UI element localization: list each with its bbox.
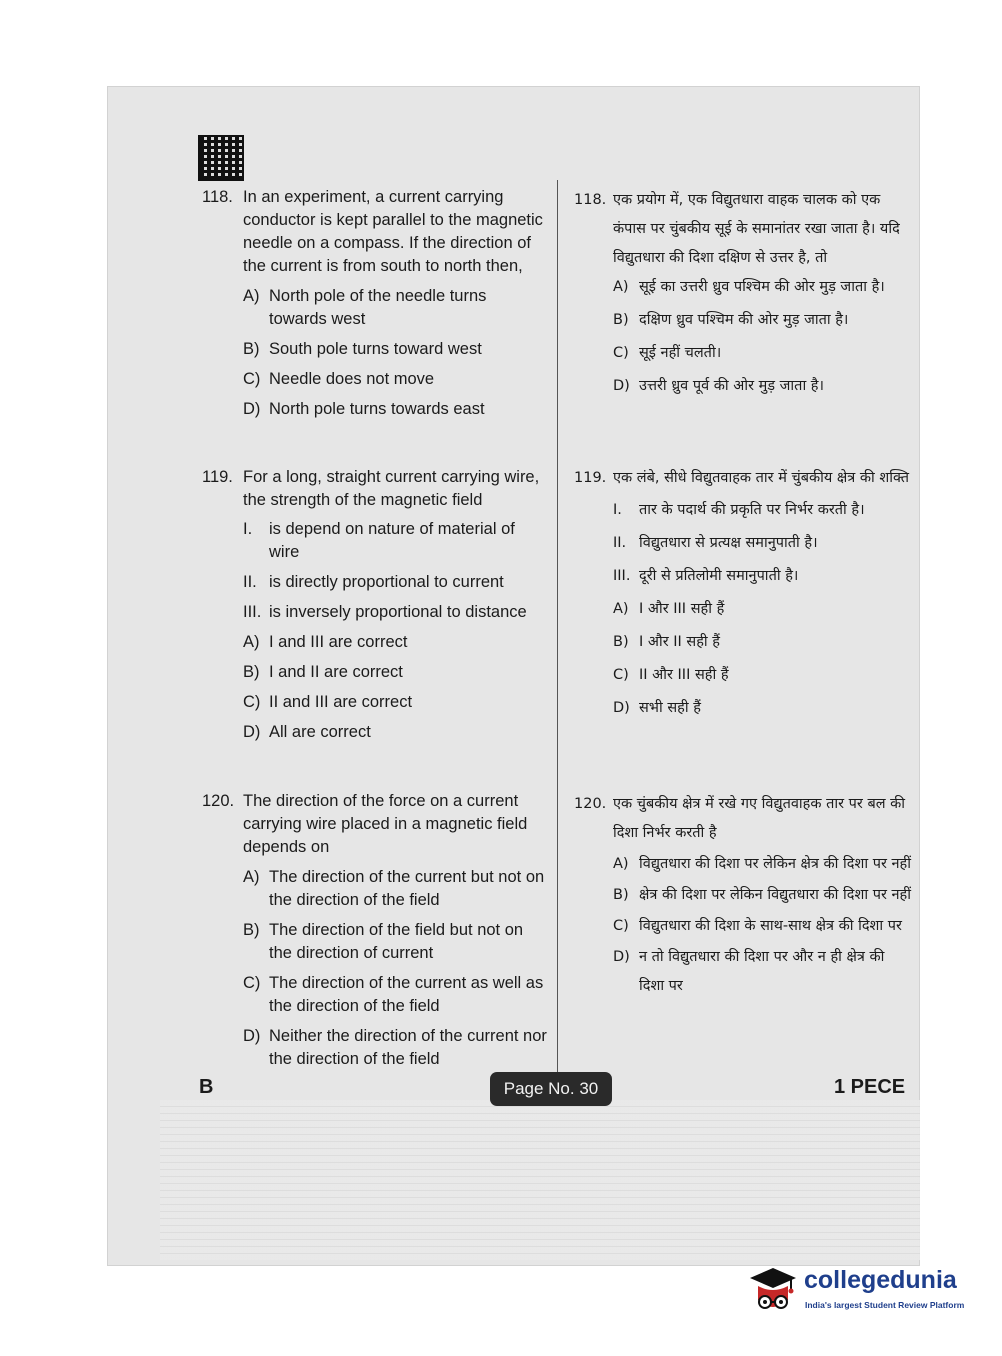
option-b: B) South pole turns toward west <box>243 340 482 358</box>
qr-code-icon <box>200 137 242 179</box>
statement-iii: III. दूरी से प्रतिलोमी समानुपाती है। <box>613 568 799 584</box>
question-text: In an experiment, a current carrying conductor is kept parallel to the magnetic needle on a compass. If the direction of the current is from south to north then, <box>243 188 543 275</box>
question-text: The direction of the force on a current carrying wire placed in a magnetic field depends on <box>243 792 528 856</box>
option-d: D) सभी सही हैं <box>613 700 701 716</box>
option-d: D) North pole turns towards east <box>243 400 485 418</box>
option-c: C) II और III सही हैं <box>613 667 729 683</box>
question-118-en <box>202 186 547 421</box>
option-a: A) North pole of the needle turns towards west <box>243 287 487 328</box>
option-a: A) I and III are correct <box>243 633 408 651</box>
question-text: For a long, straight current carrying wire, the strength of the magnetic field <box>243 468 540 509</box>
option-a: A) The direction of the current but not on the direction of the field <box>243 868 545 909</box>
option-b: B) क्षेत्र की दिशा पर लेकिन विद्युतधारा की दिशा पर नहीं <box>613 887 911 903</box>
question-number: 119. <box>574 470 607 486</box>
question-119-en <box>202 466 547 744</box>
option-d: D) उत्तरी ध्रुव पूर्व की ओर मुड़ जाता है। <box>613 378 825 394</box>
question-text: एक लंबे, सीधे विद्युतवाहक तार में चुंबकीय क्षेत्र की शक्ति <box>613 470 910 486</box>
option-c: C) विद्युतधारा की दिशा के साथ-साथ क्षेत्र की दिशा पर <box>613 918 902 934</box>
statement-iii: III. is inversely proportional to distance <box>243 603 527 621</box>
option-d: D) All are correct <box>243 723 371 741</box>
question-number: 120. <box>574 796 607 812</box>
option-b: B) I and II are correct <box>243 663 403 681</box>
logo-tagline: India's largest Student Review Platform <box>805 1300 965 1310</box>
statement-i: I. तार के पदार्थ की प्रकृति पर निर्भर करती है। <box>613 502 865 518</box>
option-a: A) विद्युतधारा की दिशा पर लेकिन क्षेत्र की दिशा पर नहीं <box>613 856 911 872</box>
question-120-hi <box>574 790 914 1001</box>
option-c: C) The direction of the current as well as the direction of the field <box>243 974 544 1015</box>
statement-i: I. is depend on nature of material of wire <box>243 520 515 561</box>
question-120-en <box>202 790 547 1071</box>
collegedunia-logo <box>744 1262 984 1324</box>
page-edges <box>160 1100 920 1260</box>
logo-name: collegedunia <box>804 1266 957 1294</box>
column-divider <box>557 180 558 1080</box>
option-d: D) Neither the direction of the current nor the direction of the field <box>243 1027 547 1068</box>
page-number-badge: Page No. 30 <box>490 1072 612 1106</box>
question-119-hi <box>574 464 914 723</box>
option-b: B) The direction of the field but not on the direction of current <box>243 921 524 962</box>
statement-ii: II. विद्युतधारा से प्रत्यक्ष समानुपाती है। <box>613 535 818 551</box>
exam-code: 1 PECE <box>834 1076 906 1098</box>
question-number: 120. <box>202 792 235 810</box>
statement-ii: II. is directly proportional to current <box>243 573 504 591</box>
option-c: C) सूई नहीं चलती। <box>613 345 722 361</box>
question-118-hi <box>574 186 914 401</box>
question-number: 118. <box>202 188 233 206</box>
question-text: एक प्रयोग में, एक विद्युतधारा वाहक चालक को एक कंपास पर चुंबकीय सूई के समानांतर रखा जाता है। यदि विद्युतधारा की दिशा दक्षिण से उत्तर है, तो <box>613 192 900 266</box>
option-d: D) न तो विद्युतधारा की दिशा पर और न ही क्षेत्र की दिशा पर <box>613 949 885 994</box>
question-number: 118. <box>574 192 607 208</box>
option-b: B) दक्षिण ध्रुव पश्चिम की ओर मुड़ जाता है। <box>613 312 849 328</box>
option-b: B) I और II सही हैं <box>613 634 720 650</box>
graduate-mascot-icon <box>746 1264 800 1320</box>
option-c: C) Needle does not move <box>243 370 435 388</box>
option-a: A) I और III सही हैं <box>613 601 725 617</box>
question-number: 119. <box>202 468 233 486</box>
option-a: A) सूई का उत्तरी ध्रुव पश्चिम की ओर मुड़ जाता है। <box>613 279 885 295</box>
booklet-series: B <box>199 1076 214 1098</box>
option-c: C) II and III are correct <box>243 693 413 711</box>
question-text: एक चुंबकीय क्षेत्र में रखे गए विद्युतवाहक तार पर बल की दिशा निर्भर करती है <box>613 796 906 841</box>
